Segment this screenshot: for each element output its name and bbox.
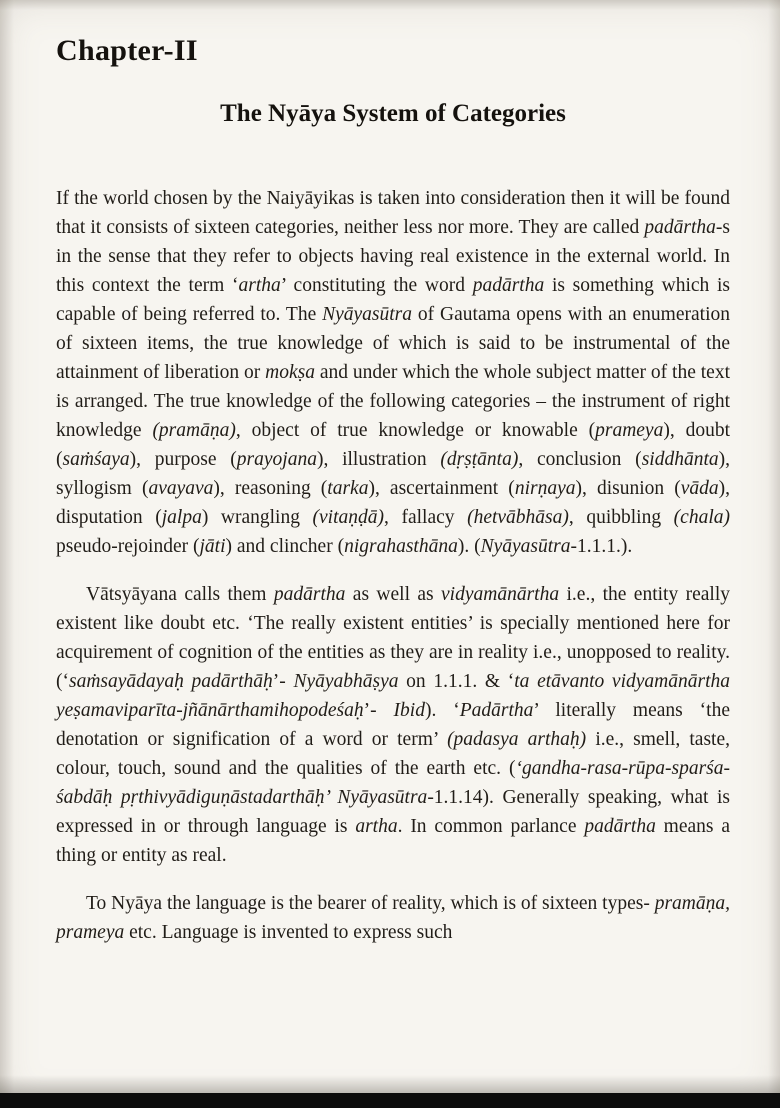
text-segment: ). ‘: [424, 700, 460, 721]
scan-left-edge-shade: [0, 0, 14, 1108]
text-segment: i.e., smell, taste, colour, touch, sound and the qualities of the earth etc. (: [56, 729, 730, 779]
italic-text-segment: artha: [355, 816, 398, 837]
italic-text-segment: tarka: [327, 478, 369, 499]
text-segment: ’-: [272, 671, 294, 692]
italic-text-segment: (hetvābhāsa): [467, 507, 569, 528]
text-segment: ), ascertainment (: [368, 478, 515, 499]
text-segment: as well as: [345, 584, 442, 605]
italic-text-segment: nirṇaya: [514, 478, 576, 499]
italic-text-segment: (dṛṣṭānta): [440, 449, 519, 470]
text-segment: ), purpose (: [129, 449, 237, 470]
text-segment: -1.1.14). Generally speaking, what is expressed in or through language is: [56, 787, 731, 837]
text-segment: ), disunion (: [575, 478, 681, 499]
italic-text-segment: artha: [238, 275, 281, 296]
scan-right-edge-shade: [768, 0, 780, 1108]
text-segment: ), illustration: [316, 449, 441, 470]
text-segment: ), doubt (: [56, 420, 730, 470]
text-segment: etc. Language is invented to express such: [124, 922, 453, 943]
text-segment: i.e., the entity really existent like doubt etc. ‘The really existent entities’ is specially mentioned here for acquirement of cognition of the entities as they are in reality i.e., unopposed to reality. (‘: [56, 584, 731, 692]
page-content: [56, 34, 730, 966]
text-segment: ), syllogism (: [56, 449, 730, 499]
text-segment: pseudo-rejoinder (: [56, 536, 200, 557]
text-segment: ). (: [457, 536, 481, 557]
italic-text-segment: saṁśaya: [62, 449, 130, 470]
italic-text-segment: (vitaṇḍā): [312, 507, 385, 528]
text-segment: and under which the whole subject matter of the text is arranged. The true knowledge of the following categories – the instrument of right knowledge: [56, 362, 730, 441]
italic-text-segment: Padārtha: [459, 700, 534, 721]
paragraph: [56, 889, 730, 947]
text-segment: ) and clincher (: [225, 536, 345, 557]
italic-text-segment: siddhānta: [641, 449, 719, 470]
italic-text-segment: (pramāṇa): [152, 420, 236, 441]
text-segment: , conclusion (: [518, 449, 642, 470]
italic-text-segment: Ibid: [393, 700, 425, 721]
text-segment: is something which is capable of being referred to. The: [56, 275, 731, 325]
italic-text-segment: prayojana: [236, 449, 317, 470]
text-segment: ) wrangling: [201, 507, 313, 528]
italic-text-segment: Nyāyabhāṣya: [293, 671, 399, 692]
text-segment: , object of true knowledge or knowable (: [235, 420, 596, 441]
text-segment: -1.1.1.).: [570, 536, 633, 557]
italic-text-segment: padārtha: [472, 275, 545, 296]
italic-text-segment: vāda: [680, 478, 719, 499]
italic-text-segment: ‘gandha-rasa-rūpa-sparśa-śabdāḥ pṛthivyādiguṇāstadarthāḥ’ Nyāyasūtra: [56, 758, 730, 808]
text-segment: , fallacy: [384, 507, 468, 528]
scan-bottom-shadow: [0, 1075, 780, 1093]
text-segment: . In common parlance: [397, 816, 585, 837]
text-segment: If the world chosen by the Naiyāyikas is taken into consideration then it will be found that it consists of sixteen categories, neither less nor more. They are called: [56, 188, 730, 238]
paragraph: [56, 184, 730, 561]
chapter-title: Chapter-II: [56, 34, 198, 67]
text-segment: -s in the sense that they refer to objects having real existence in the external world. In this context the term ‘: [56, 217, 730, 296]
body-text: [56, 184, 730, 947]
italic-text-segment: pramāṇa, prameya: [56, 893, 730, 943]
italic-text-segment: jalpa: [161, 507, 202, 528]
text-segment: ’-: [363, 700, 394, 721]
italic-text-segment: mokṣa: [265, 362, 315, 383]
italic-text-segment: (chala): [673, 507, 730, 528]
text-segment: means a thing or entity as real.: [56, 816, 730, 866]
italic-text-segment: padārtha: [584, 816, 656, 837]
italic-text-segment: vidyamānārtha: [441, 584, 560, 605]
text-segment: To Nyāya the language is the bearer of reality, which is of sixteen types-: [86, 893, 655, 914]
text-segment: ’ constituting the word: [280, 275, 473, 296]
italic-text-segment: Nyāyasūtra: [480, 536, 571, 557]
scan-bed-edge: [0, 1093, 780, 1108]
text-segment: Vātsyāyana calls them: [86, 584, 274, 605]
italic-text-segment: jāti: [199, 536, 226, 557]
italic-text-segment: (padasya arthaḥ): [447, 729, 587, 750]
scan-top-edge-shade: [0, 0, 780, 10]
italic-text-segment: saṁsayādayaḥ padārthāḥ: [69, 671, 273, 692]
italic-text-segment: nigrahasthāna: [344, 536, 458, 557]
text-segment: of Gautama opens with an enumeration of sixteen items, the true knowledge of which is said to be instrumental of the attainment of liberation or: [56, 304, 730, 383]
italic-text-segment: padārtha: [273, 584, 346, 605]
text-segment: , quibbling: [568, 507, 674, 528]
italic-text-segment: ta etāvanto vidyamānārtha yeṣamaviparīta-jñānārthamihopodeśaḥ: [56, 671, 730, 721]
section-title: The Nyāya System of Categories: [220, 100, 566, 127]
paragraph: [56, 580, 730, 870]
italic-text-segment: Nyāyasūtra: [322, 304, 413, 325]
italic-text-segment: padārtha: [644, 217, 716, 238]
italic-text-segment: prameya: [595, 420, 664, 441]
text-segment: on 1.1.1. & ‘: [398, 671, 515, 692]
text-segment: ), disputation (: [56, 478, 730, 528]
text-segment: ), reasoning (: [213, 478, 328, 499]
text-segment: ’ literally means ‘the denotation or signification of a word or term’: [56, 700, 730, 750]
italic-text-segment: avayava: [148, 478, 214, 499]
